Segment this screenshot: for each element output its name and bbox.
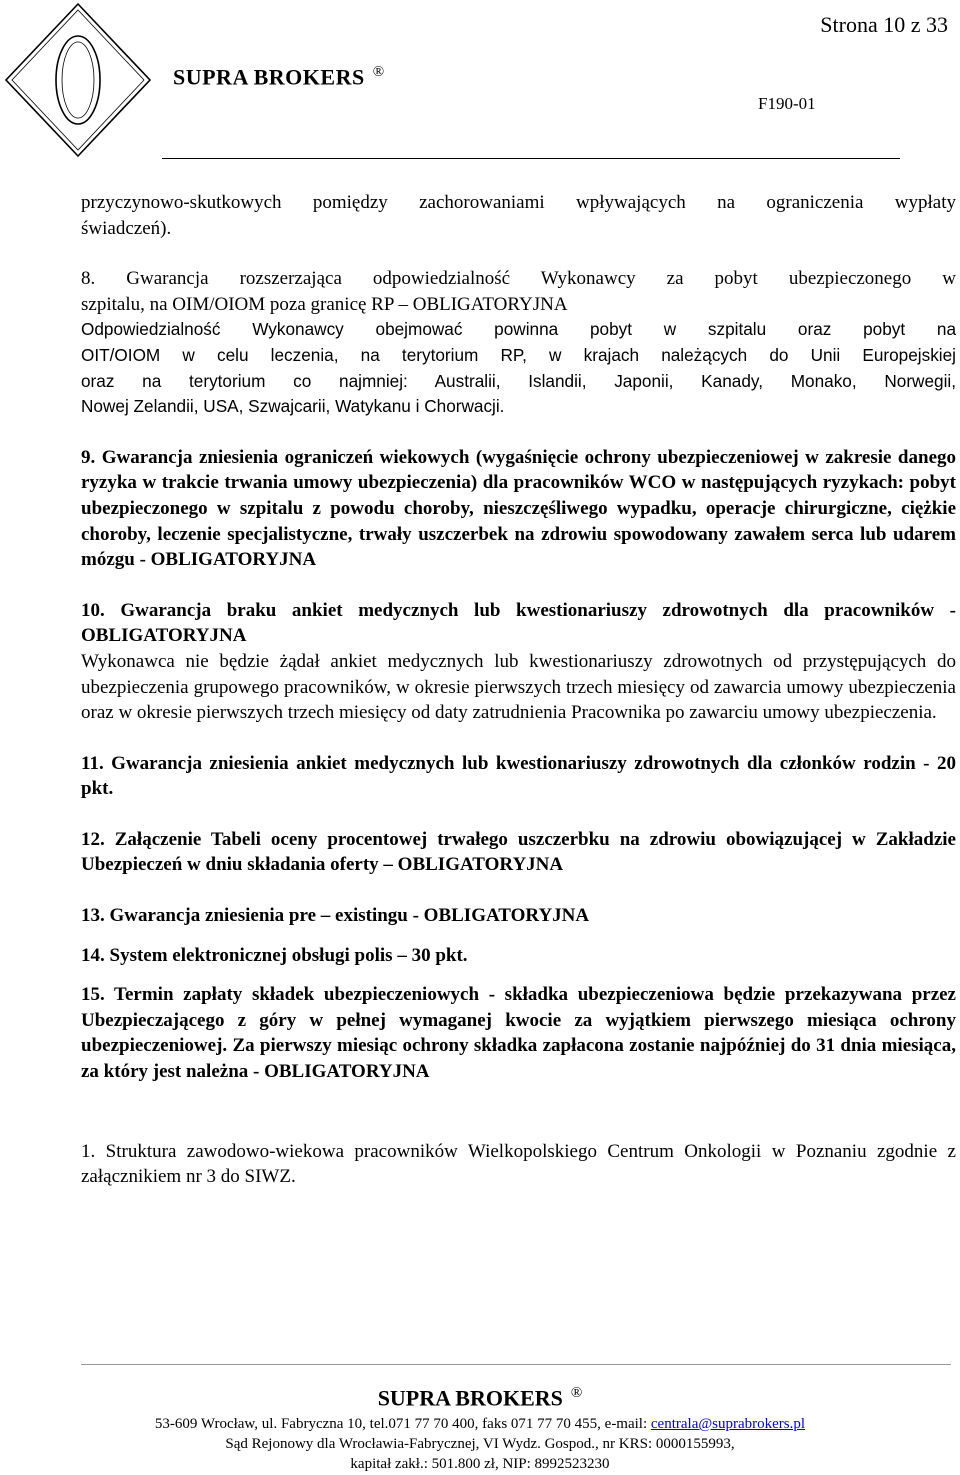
section-8-text: OIT/OIOM w celu leczenia, na terytorium RP, w krajach należących do Unii Europejskiej — [81, 344, 956, 365]
page-number: Strona 10 z 33 — [820, 12, 948, 37]
header-brand-name: SUPRA BROKERS — [173, 64, 365, 90]
footer-email-link[interactable]: centrala@suprabrokers.pl — [650, 1416, 806, 1432]
list-item-1: 1. Struktura zawodowo-wiekowa pracowników Wielkopolskiego Centrum Onkologii w Poznaniu zgodnie z załącznikiem nr 3 do SIWZ. — [81, 1140, 956, 1188]
footer-address — [0, 1416, 960, 1433]
section-11-title: 11. Gwarancja zniesienia ankiet medycznych lub kwestionariuszy zdrowotnych dla członków rodzin - 20 pkt. — [81, 752, 956, 800]
section-10-title: 10. Gwarancja braku ankiet medycznych lub kwestionariuszy zdrowotnych dla pracowników - OBLIGATORYJNA — [81, 599, 956, 647]
document-body — [81, 190, 956, 1190]
form-code: F190-01 — [758, 94, 816, 113]
continuation-line: przyczynowo-skutkowych pomiędzy zachorowaniami wpływających na ograniczenia wypłaty — [81, 192, 956, 213]
section-9-number: 9. — [81, 446, 96, 468]
header-brand — [173, 64, 385, 90]
section-9 — [81, 445, 956, 573]
section-9-text: Gwarancja zniesienia ograniczeń wiekowych (wygaśnięcie ochrony ubezpieczeniowej w zakresie danego ryzyka w trakcie trwania umowy ubezpieczenia) dla pracowników WCO w następujących ryzykach: pobyt ubezpieczonego w szpitalu z powodu choroby, nieszczęśliwego wypadku, operacje chirurgiczne, ciężkie choroby, leczenie specjalistyczne, trwały uszczerbek na zdrowiu spowodowany zawałem serca lub udarem mózgu - OBLIGATORYJNA — [81, 446, 957, 571]
section-8-title: szpitalu, na OIM/OIOM poza granicę RP – OBLIGATORYJNA — [81, 293, 568, 315]
footer-capital: kapitał zakł.: 501.800 zł, NIP: 8992523230 — [350, 1456, 610, 1472]
section-13-title: 13. Gwarancja zniesienia pre – existingu - OBLIGATORYJNA — [81, 905, 590, 927]
footer-address-text: 53-609 Wrocław, ul. Fabryczna 10, tel.071 77 70 400, faks 071 77 70 455, e-mail: — [154, 1416, 651, 1432]
section-8-text: oraz na terytorium co najmniej: Australii, Islandii, Japonii, Kanady, Monako, Norwegii, — [81, 370, 956, 391]
section-14-title: 14. System elektronicznej obsługi polis – 30 pkt. — [81, 944, 468, 966]
section-10-text: Wykonawca nie będzie żądał ankiet medycznych lub kwestionariuszy zdrowotnych od przystępujących do ubezpieczenia grupowego pracowników, w okresie pierwszych trzech miesięcy od zawarcia umowy ubezpieczenia oraz w okresie pierwszych trzech miesięcy od daty zatrudnienia Pracownika po zawarciu umowy ubezpieczenia. — [81, 650, 956, 724]
footer-brand — [0, 1385, 960, 1411]
section-15-title: 15. Termin zapłaty składek ubezpieczeniowych - składka ubezpieczeniowa będzie przekazywana przez Ubezpieczającego z góry w pełnej wymaganej kwocie za wyjątkiem pierwszego miesiąca ochrony ubezpieczeniowej. Za pierwszy miesiąc ochrony składka zapłacona zostanie najpóźniej do 31 dnia miesiąca, za który jest należna - OBLIGATORYJNA — [81, 984, 956, 1083]
footer-brand-name: SUPRA BROKERS — [377, 1385, 563, 1411]
footer-court: Sąd Rejonowy dla Wrocławia-Fabrycznej, VI Wydz. Gospod., nr KRS: 0000155993, — [225, 1436, 735, 1452]
footer-registered-mark: ® — [570, 1385, 583, 1401]
section-8-text: Odpowiedzialność Wykonawcy obejmować powinna pobyt w szpitalu oraz pobyt na — [81, 319, 956, 340]
section-12-title: 12. Załączenie Tabeli oceny procentowej trwałego uszczerbku na zdrowiu obowiązującej w Zakładzie Ubezpieczeń w dniu składania oferty – OBLIGATORYJNA — [81, 828, 956, 876]
footer-rule — [81, 1364, 951, 1365]
section-8-title: 8. Gwarancja rozszerzająca odpowiedzialność Wykonawcy za pobyt ubezpieczonego w — [81, 268, 956, 290]
continuation-line: świadczeń). — [81, 217, 172, 239]
company-logo — [0, 0, 160, 160]
section-8-text: Nowej Zelandii, USA, Szwajcarii, Watykanu i Chorwacji. — [81, 396, 505, 417]
header-rule — [162, 158, 900, 159]
registered-mark: ® — [372, 64, 385, 80]
